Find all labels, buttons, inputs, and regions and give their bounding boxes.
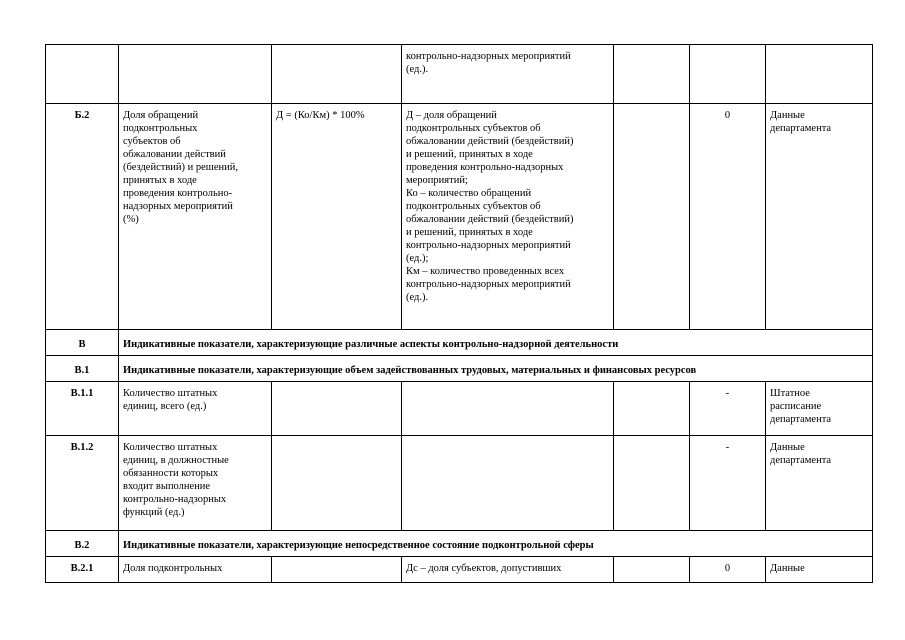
indicator-source-line: Данные — [770, 563, 805, 574]
indicator-description-line: контрольно-надзорных мероприятий — [406, 279, 571, 290]
section-row — [46, 330, 873, 356]
indicator-name-line: обжаловании действий — [123, 149, 226, 160]
indicator-description-line: Км – количество проведенных всех — [406, 266, 565, 277]
indicator-data-source — [766, 104, 873, 330]
indicator-source-line: Штатное — [770, 388, 810, 399]
indicator-description-line: и решений, принятых в ходе — [406, 227, 533, 238]
indicator-description-line: и решений, принятых в ходе — [406, 149, 533, 160]
indicator-description-line: мероприятий; — [406, 175, 468, 186]
indicators-table-body — [46, 45, 873, 583]
indicator-name-line: Доля подконтрольных — [123, 563, 223, 574]
section-title: Индикативные показатели, характеризующие различные аспекты контрольно-надзорной деятельности — [119, 330, 873, 356]
indicator-name-line: обязанности которых — [123, 468, 219, 479]
indicator-description — [402, 382, 614, 436]
indicator-name — [119, 45, 272, 104]
indicator-name-line: подконтрольных — [123, 123, 198, 134]
indicator-code: В.2 — [46, 531, 119, 557]
indicator-source-line: департамента — [770, 455, 832, 466]
empty-cell — [614, 436, 690, 531]
table-row — [46, 104, 873, 330]
indicator-description-line: контрольно-надзорных мероприятий — [406, 51, 571, 62]
table-row — [46, 436, 873, 531]
indicator-formula — [272, 45, 402, 104]
indicator-description-line: подконтрольных субъектов об — [406, 123, 541, 134]
indicator-name — [119, 104, 272, 330]
indicator-description — [402, 104, 614, 330]
indicator-description — [402, 436, 614, 531]
section-title: Индикативные показатели, характеризующие непосредственное состояние подконтрольной сферы — [119, 531, 873, 557]
indicator-formula — [272, 382, 402, 436]
indicator-name-line: проведения контрольно- — [123, 188, 233, 199]
indicator-name-line: Количество штатных — [123, 442, 218, 453]
indicator-name-line: (%) — [123, 214, 139, 225]
indicator-source-line: Данные — [770, 110, 805, 121]
indicator-description-line: обжаловании действий (бездействий) — [406, 136, 574, 147]
indicator-description — [402, 45, 614, 104]
empty-cell — [614, 382, 690, 436]
indicator-name-line: субъектов об — [123, 136, 181, 147]
table-row — [46, 557, 873, 583]
indicator-name-line: (бездействий) и решений, — [123, 162, 239, 173]
section-title: Индикативные показатели, характеризующие объем задействованных трудовых, материальных и финансовых ресурсов — [119, 356, 873, 382]
empty-cell — [614, 45, 690, 104]
indicator-code: В.2.1 — [46, 557, 119, 583]
indicator-description-line: контрольно-надзорных мероприятий — [406, 240, 571, 251]
indicator-name-line: надзорных мероприятий — [123, 201, 233, 212]
indicator-target-value: 0 — [690, 557, 766, 583]
indicator-formula: Д = (Ко/Км) * 100% — [272, 104, 402, 330]
indicator-data-source — [766, 436, 873, 531]
indicator-code — [46, 45, 119, 104]
indicator-target-value: 0 — [690, 104, 766, 330]
indicator-description-line: Д – доля обращений — [406, 110, 497, 121]
indicator-name-line: принятых в ходе — [123, 175, 197, 186]
indicator-code: В.1.1 — [46, 382, 119, 436]
section-row — [46, 356, 873, 382]
indicator-description-line: проведения контрольно-надзорных — [406, 162, 564, 173]
indicator-description-line: Ко – количество обращений — [406, 188, 532, 199]
table-row — [46, 45, 873, 104]
indicator-description-line: (ед.). — [406, 292, 429, 303]
indicator-code: Б.2 — [46, 104, 119, 330]
indicator-description-line: (ед.); — [406, 253, 429, 264]
indicator-formula — [272, 557, 402, 583]
empty-cell — [614, 557, 690, 583]
indicator-name-line: контрольно-надзорных — [123, 494, 227, 505]
indicator-name-line: единиц, всего (ед.) — [123, 401, 207, 412]
indicator-target-value: - — [690, 382, 766, 436]
indicator-name — [119, 436, 272, 531]
indicator-target-value — [690, 45, 766, 104]
indicator-data-source — [766, 45, 873, 104]
indicator-description-line: подконтрольных субъектов об — [406, 201, 541, 212]
indicator-data-source — [766, 557, 873, 583]
indicators-table — [45, 44, 873, 583]
indicator-target-value: - — [690, 436, 766, 531]
indicator-name — [119, 557, 272, 583]
indicator-name-line: Доля обращений — [123, 110, 199, 121]
indicator-data-source — [766, 382, 873, 436]
indicator-source-line: расписание — [770, 401, 822, 412]
indicator-description-line: (ед.). — [406, 64, 429, 75]
indicator-name-line: входит выполнение — [123, 481, 211, 492]
indicator-name-line: единиц, в должностные — [123, 455, 229, 466]
indicator-source-line: Данные — [770, 442, 805, 453]
indicator-code: В.1.2 — [46, 436, 119, 531]
indicator-formula — [272, 436, 402, 531]
indicator-code: В.1 — [46, 356, 119, 382]
indicator-source-line: департамента — [770, 414, 832, 425]
indicator-code: В — [46, 330, 119, 356]
indicator-description — [402, 557, 614, 583]
section-row — [46, 531, 873, 557]
empty-cell — [614, 104, 690, 330]
indicator-name-line: Количество штатных — [123, 388, 218, 399]
indicator-description-line: обжаловании действий (бездействий) — [406, 214, 574, 225]
indicator-source-line: департамента — [770, 123, 832, 134]
indicator-name-line: функций (ед.) — [123, 507, 185, 518]
table-row — [46, 382, 873, 436]
indicator-description-line: Дс – доля субъектов, допустивших — [406, 563, 562, 574]
indicator-name — [119, 382, 272, 436]
